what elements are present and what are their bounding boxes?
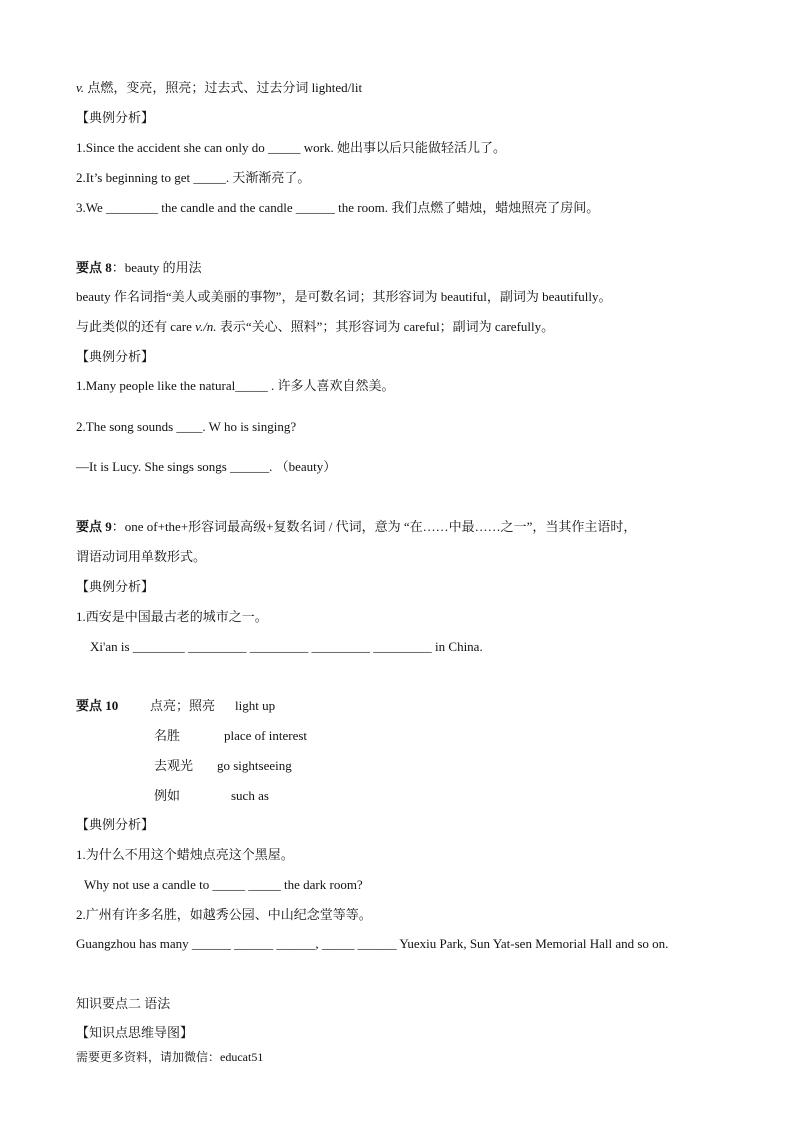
part-title: 知识要点二 语法 (76, 996, 171, 1011)
explanation-line: beauty 作名词指“美人或美丽的事物”，是可数名词；其形容词为 beautiful，副词为 beautifully。 (76, 289, 612, 304)
phrase-en: such as (231, 788, 269, 803)
examples-header: 【典例分析】 (76, 349, 155, 364)
examples-header: 【典例分析】 (76, 579, 155, 594)
section-label: 要点 10 (76, 698, 119, 713)
phrase-cn: 去观光 (154, 758, 194, 773)
phrase-cn: 点亮；照亮 (150, 698, 216, 713)
section-heading (76, 518, 636, 536)
section-title: ：one of+the+形容词最高级+复数名词 / 代词，意为 “在……中最……之一”，当其作主语时， (111, 519, 637, 534)
example-sentence: —It is Lucy. She sings songs ______. （beauty） (76, 459, 337, 474)
explanation-text: 表示“关心、照料”；其形容词为 careful；副词为 carefully。 (216, 319, 555, 334)
phrase-cn: 名胜 (154, 728, 181, 743)
section-label: 要点 8 (76, 260, 112, 275)
example-sentence: 3.We ________ the candle and the candle ______ the room. 我们点燃了蜡烛，蜡烛照亮了房间。 (76, 200, 600, 215)
phrase-en: go sightseeing (217, 758, 292, 773)
example-sentence: 1.为什么不用这个蜡烛点亮这个黑屋。 (76, 847, 294, 862)
definition-text: 点燃，变亮，照亮；过去式、过去分词 lighted/lit (84, 80, 363, 95)
phrase-en: light up (235, 698, 276, 713)
footer-note: 需要更多资料，请加微信：educat51 (76, 1050, 264, 1064)
example-sentence: 2.广州有许多名胜，如越秀公园、中山纪念堂等等。 (76, 907, 372, 922)
examples-header: 【典例分析】 (76, 817, 155, 832)
example-sentence: 1.西安是中国最古老的城市之一。 (76, 609, 268, 624)
answer-line: Why not use a candle to _____ _____ the dark room? (84, 877, 363, 892)
phrase-en: place of interest (224, 728, 308, 743)
section-heading (76, 697, 118, 715)
section-label: 要点 9 (76, 519, 112, 534)
section-heading (76, 259, 202, 277)
examples-header: 【典例分析】 (76, 110, 155, 125)
definition-line (76, 79, 362, 97)
part-of-speech: v./n. (195, 319, 217, 334)
section-title: ：beauty 的用法 (111, 260, 202, 275)
example-sentence: 2.The song sounds ____. W ho is singing? (76, 419, 297, 434)
example-sentence: 1.Many people like the natural_____ . 许多人喜欢自然美。 (76, 378, 395, 393)
answer-line: Guangzhou has many ______ ______ ______, _____ ______ Yuexiu Park, Sun Yat-sen Memorial Hall and so on. (76, 936, 669, 951)
example-sentence: 2.It’s beginning to get _____. 天渐渐亮了。 (76, 170, 311, 185)
mindmap-header: 【知识点思维导图】 (76, 1025, 194, 1040)
phrase-cn: 例如 (154, 788, 181, 803)
explanation-line (76, 318, 554, 336)
answer-line: Xi'an is ________ _________ _________ _________ _________ in China. (90, 639, 483, 654)
explanation-text: 与此类似的还有 care (76, 319, 196, 334)
section-title-continued: 谓语动词用单数形式。 (76, 549, 207, 564)
part-of-speech: v. (76, 80, 85, 95)
example-sentence: 1.Since the accident she can only do _____ work. 她出事以后只能做轻活儿了。 (76, 140, 507, 155)
